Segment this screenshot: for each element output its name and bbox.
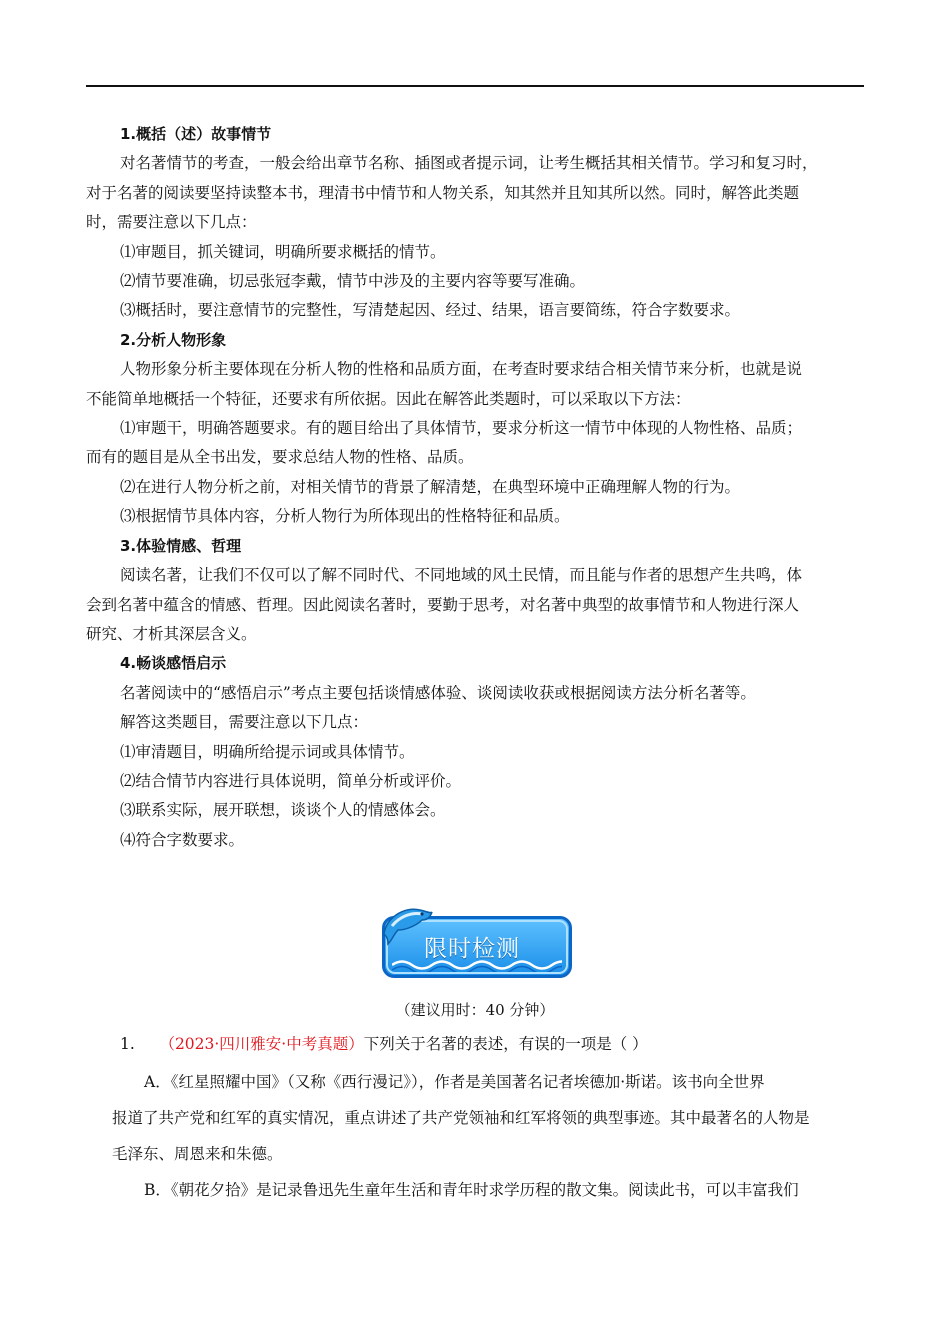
heading-3: 3.体验情感、哲理 [120, 536, 242, 555]
guide-section [86, 120, 864, 855]
paragraph-line: 对名著情节的考查，一般会给出章节名称、插图或者提示词，让考生概括其相关情节。学习和复习时， [120, 154, 818, 173]
list-item: ⑴审清题目，明确所给提示词或具体情节。 [120, 742, 415, 761]
list-item: ⑶联系实际，展开联想，谈谈个人的情感体会。 [120, 801, 446, 820]
list-item: ⑷符合字数要求。 [120, 830, 245, 849]
heading-1: 1.概括（述）故事情节 [120, 125, 272, 143]
question-stem: 下列关于名著的表述，有误的一项是（ ） [363, 1035, 648, 1053]
list-item: ⑴审题目，抓关键词，明确所要求概括的情节。 [120, 242, 446, 261]
wave-decoration-icon [392, 958, 562, 972]
timed-test-banner [378, 900, 576, 982]
list-item: ⑵情节要准确，切忌张冠李戴，情节中涉及的主要内容等要写准确。 [120, 272, 586, 291]
option-a-line: 报道了共产党和红军的真实情况，重点讲述了共产党领袖和红军将领的典型事迹。其中最著名的人物是 [112, 1109, 810, 1127]
question-1 [86, 1030, 864, 1208]
paragraph-line: 时，需要注意以下几点： [86, 213, 257, 232]
paragraph-line: 而有的题目是从全书出发，要求总结人物的性格、品质。 [86, 448, 474, 467]
paragraph-line: 人物形象分析主要体现在分析人物的性格和品质方面，在考查时要求结合相关情节来分析，也就是说 [120, 360, 803, 379]
option-a-line: A．《红星照耀中国》（又称《西行漫记》），作者是美国著名记者埃德加·斯诺。该书向全世界 [144, 1073, 765, 1091]
paragraph-line: 对于名著的阅读要坚持读整本书，理清书中情节和人物关系，知其然并且知其所以然。同时，解答此类题 [86, 183, 800, 202]
list-item: ⑶根据情节具体内容，分析人物行为所体现出的性格特征和品质。 [120, 507, 570, 526]
paragraph-line: 研究、才析其深层含义。 [86, 624, 257, 643]
header-rule [86, 85, 864, 87]
paragraph-line: 不能简单地概括一个特征，还要求有所依据。因此在解答此类题时，可以采取以下方法： [86, 389, 691, 408]
banner-title: 限时检测 [424, 936, 520, 962]
paragraph-line: 阅读名著，让我们不仅可以了解不同时代、不同地域的风土民情，而且能与作者的思想产生共鸣，体 [120, 566, 803, 585]
list-item: ⑵在进行人物分析之前，对相关情节的背景了解清楚，在典型环境中正确理解人物的行为。 [120, 477, 741, 496]
heading-4: 4.畅谈感悟启示 [120, 654, 227, 673]
paragraph-line: 名著阅读中的“感悟启示”考点主要包括谈情感体验、谈阅读收获或根据阅读方法分析名著等。 [120, 683, 756, 702]
paragraph-line: 会到名著中蕴含的情感、哲理。因此阅读名著时，要勤于思考，对名著中典型的故事情节和人物进行深人 [86, 595, 800, 614]
question-stem-line [86, 1030, 864, 1058]
suggested-time: （建议用时：40 分钟） [395, 1001, 555, 1019]
option-b-line: B．《朝花夕拾》是记录鲁迅先生童年生活和青年时求学历程的散文集。阅读此书，可以丰富我们 [144, 1181, 799, 1199]
list-item: ⑵结合情节内容进行具体说明，简单分析或评价。 [120, 771, 462, 790]
option-a-line: 毛泽东、周恩来和朱德。 [112, 1145, 283, 1163]
question-source: （2023·四川雅安·中考真题） [159, 1035, 364, 1053]
list-item: ⑶概括时，要注意情节的完整性，写清楚起因、经过、结果，语言要简练，符合字数要求。 [120, 301, 741, 320]
question-number: 1. [120, 1035, 135, 1053]
heading-2: 2.分析人物形象 [120, 330, 227, 349]
list-item: ⑴审题干，明确答题要求。有的题目给出了具体情节，要求分析这一情节中体现的人物性格、品质； [120, 419, 803, 438]
paragraph-line: 解答这类题目，需要注意以下几点： [120, 713, 369, 732]
